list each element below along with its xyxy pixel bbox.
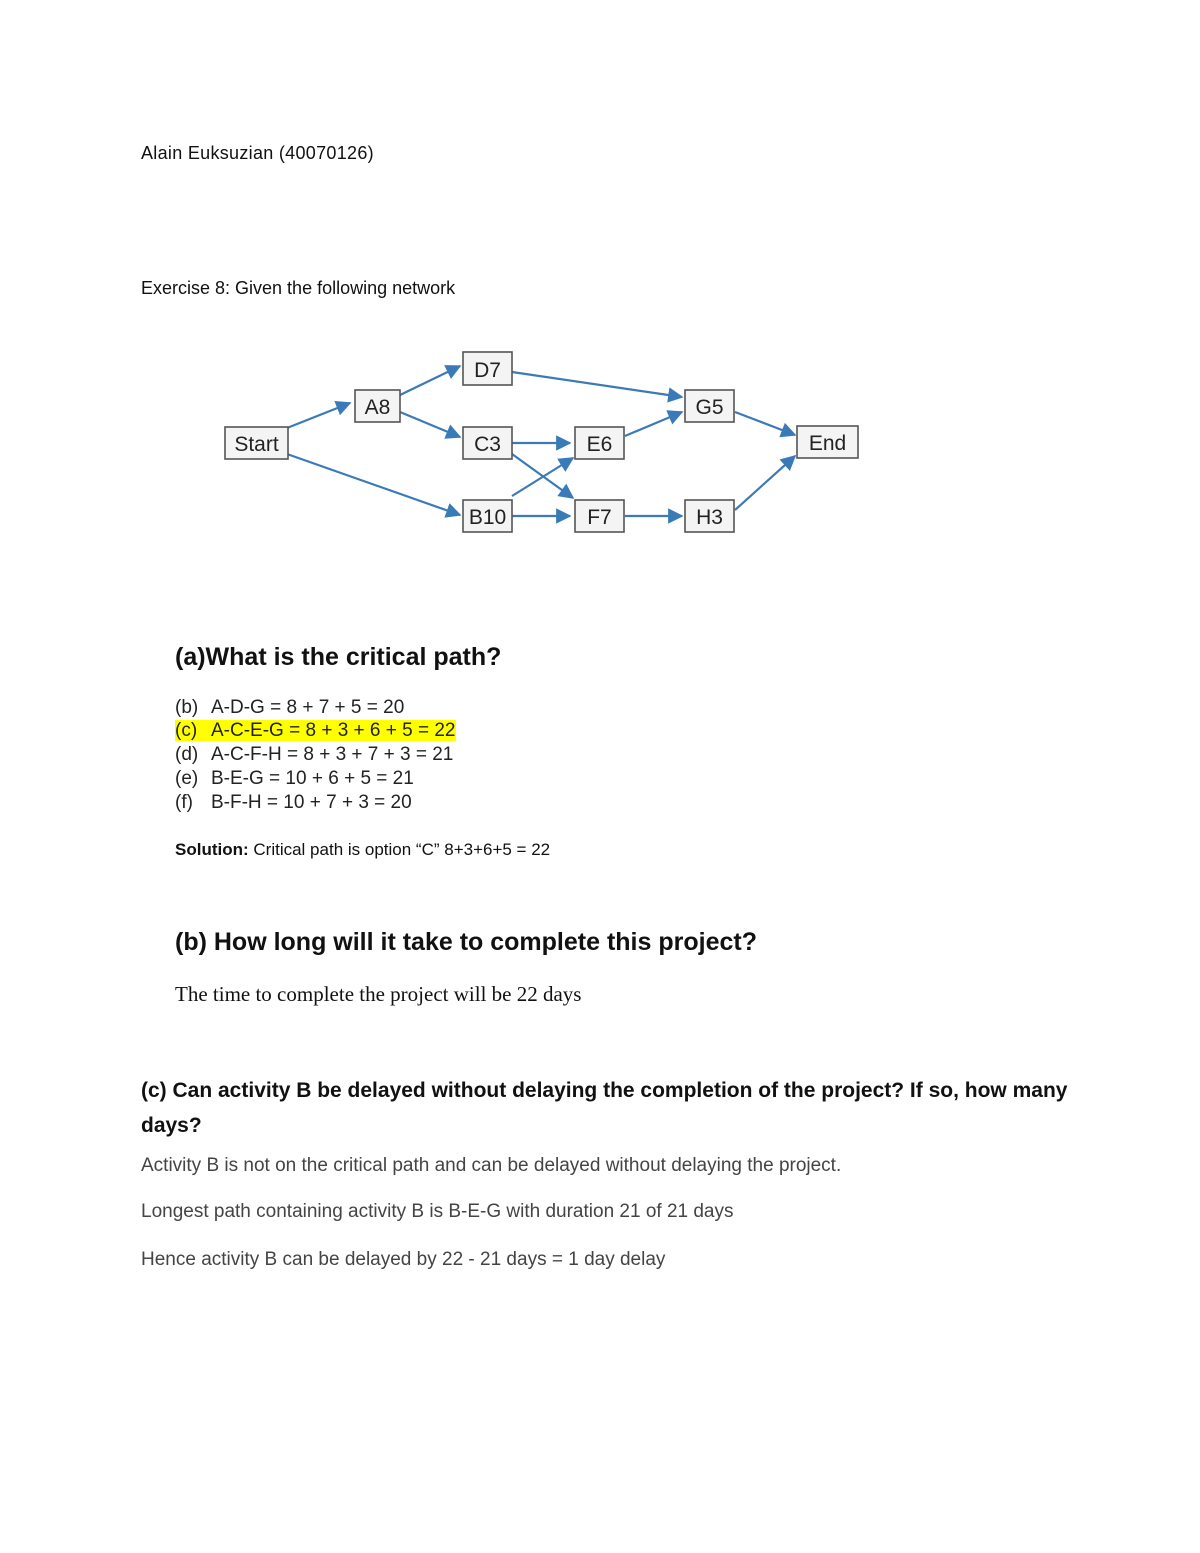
option-d	[175, 744, 453, 766]
node-f-label: F7	[587, 506, 612, 529]
node-a	[355, 390, 400, 422]
node-b	[463, 500, 512, 532]
node-e-label: E6	[586, 433, 613, 456]
edge-start-b	[287, 454, 460, 515]
option-c-label: (c)	[175, 720, 198, 741]
option-f-label: (f)	[175, 792, 193, 813]
option-d-text: A-C-F-H = 8 + 3 + 7 + 3 = 21	[211, 744, 454, 765]
node-f	[575, 500, 624, 532]
option-d-label: (d)	[175, 744, 199, 765]
node-start-label: Start	[234, 433, 279, 456]
edge-start-a	[287, 403, 350, 428]
option-e-text: B-E-G = 10 + 6 + 5 = 21	[211, 768, 414, 789]
network-diagram	[215, 340, 875, 540]
edge-a-c	[400, 412, 460, 437]
answer-c-line-1: Activity B is not on the critical path and can be delayed without delaying the project.	[141, 1155, 842, 1176]
option-b-label: (b)	[175, 697, 199, 718]
option-c	[175, 720, 456, 742]
edge-e-g	[625, 412, 682, 436]
answer-c-line-3: Hence activity B can be delayed by 22 - 21 days = 1 day delay	[141, 1249, 666, 1270]
edge-h-end	[735, 456, 795, 510]
option-e	[175, 768, 414, 790]
edge-a-d	[400, 366, 460, 395]
question-c-heading: (c) Can activity B be delayed without delaying the completion of the project? If so, how many days?	[141, 1079, 1068, 1137]
node-g-label: G5	[695, 396, 724, 419]
question-b-heading: (b) How long will it take to complete this project?	[175, 928, 757, 956]
solution-text: Critical path is option “C” 8+3+6+5 = 22	[253, 840, 551, 859]
option-b	[175, 697, 404, 719]
option-b-text: A-D-G = 8 + 7 + 5 = 20	[211, 697, 405, 718]
option-f-text: B-F-H = 10 + 7 + 3 = 20	[211, 792, 412, 813]
answer-b: The time to complete the project will be 22 days	[175, 982, 582, 1006]
node-end-label: End	[808, 432, 847, 455]
node-b-label: B10	[468, 506, 507, 529]
edge-d-g	[512, 372, 682, 397]
option-f	[175, 792, 412, 814]
answer-c-line-2: Longest path containing activity B is B-E-G with duration 21 of 21 days	[141, 1201, 734, 1222]
exercise-title: Exercise 8: Given the following network	[141, 278, 456, 298]
question-a-heading: (a)What is the critical path?	[175, 643, 502, 671]
solution-label: Solution:	[175, 840, 249, 859]
node-d-label: D7	[474, 359, 501, 382]
network-edges	[287, 366, 795, 516]
node-c-label: C3	[474, 433, 501, 456]
edge-g-end	[735, 412, 795, 435]
node-g	[685, 390, 734, 422]
option-c-text: A-C-E-G = 8 + 3 + 6 + 5 = 22	[211, 720, 456, 741]
node-end	[797, 426, 858, 458]
node-start	[225, 427, 288, 459]
node-h-label: H3	[696, 506, 723, 529]
node-c	[463, 427, 512, 459]
node-e	[575, 427, 624, 459]
solution-line	[175, 840, 550, 860]
option-e-label: (e)	[175, 768, 199, 789]
node-d	[463, 352, 512, 385]
node-h	[685, 500, 734, 532]
author-line: Alain Euksuzian (40070126)	[141, 143, 374, 163]
node-a-label: A8	[364, 396, 391, 419]
